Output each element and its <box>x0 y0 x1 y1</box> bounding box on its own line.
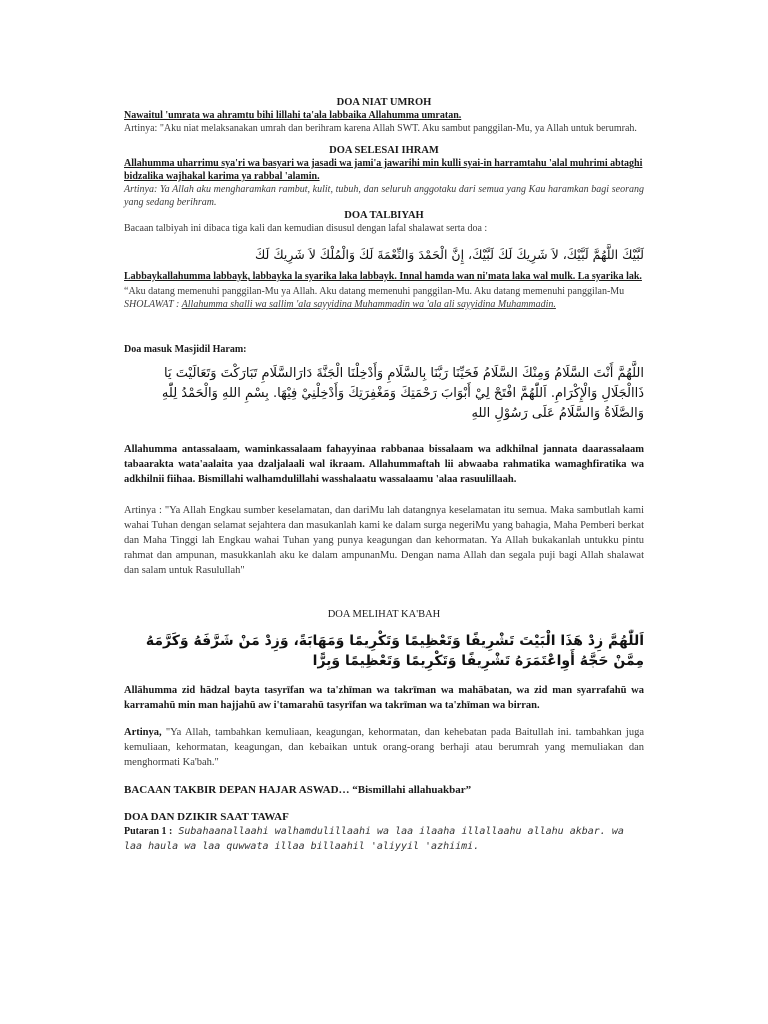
masjid-arabic: اللَّهُمَّ أَنْتَ السَّلَامُ وَمِنْكَ السَّلَامُ فَحَيِّنَا رَبَّنَا بِالسَّلَامِ وَأَدْخِلْنَا الْجَنَّةَ دَارَالسَّلَامِ تَبَارَكْتَ وَتَعَالَيْتَ يَا ذَاالْجَلَالِ وَالْإِكْرَامِ. اَللّٰهُمَّ افْتَحْ لِيْ أَبْوَابَ رَحْمَتِكَ وَمَغْفِرَتِكَ وَأَدْخِلْنِيْ فِيْهَا. بِسْمِ اللهِ وَالْحَمْدُ لِلّٰهِ وَالصَّلَاةُ وَالسَّلَامُ عَلَى رَسُوْلِ اللهِ <box>161 366 644 421</box>
kabah-meaning-label: Artinya, <box>124 727 162 738</box>
niat-latin: Nawaitul 'umrata wa ahramtu bihi lillahi ta'ala labbaika Allahumma umratan. <box>124 110 462 121</box>
sholawat-label: SHOLAWAT : <box>124 299 180 310</box>
tawaf-putaran <box>124 824 644 854</box>
putaran-label: Putaran 1 : <box>124 826 173 837</box>
niat-title: DOA NIAT UMROH <box>336 97 432 108</box>
kabah-title: DOA MELIHAT KA'BAH <box>327 609 441 620</box>
talbiyah-intro: Bacaan talbiyah ini dibaca tiga kali dan kemudian disusul dengan lafal shalawat serta doa : <box>124 223 488 234</box>
kabah-latin: Allāhumma zid hādzal bayta tasyrīfan wa ta'zhīman wa takrīman wa mahābatan, wa zid man syarrafahū wa karramahū min man hajjahū aw i'tamarahū tasyrīfan wa takrīman wa ta'zhīman wa birran. <box>124 685 644 711</box>
masjid-title: Doa masuk Masjidil Haram: <box>124 344 247 355</box>
kabah-meaning-line <box>124 725 644 770</box>
document-page <box>124 96 644 854</box>
putaran-text: Subahaanallaahi walhamdulillaahi wa laa ilaaha illallaahu allahu akbar. wa laa haula wa laa quwwata illaa billaahil 'aliyyil 'azhiimi. <box>124 826 624 852</box>
masjid-latin: Allahumma antassalaam, waminkassalaam fahayyinaa rabbanaa bissalaam wa adkhilnal jannata daarassalaam tabaarakta wata'aalaita yaa dzaljalaali wal ikraam. Allahummaftah lii abwaaba rahmatika wamaghfiratika wa adkhilnii fiihaa. Bismillahi walhamdulillahi wasshalaatu wassalaamu 'alaa rasuulillaah. <box>124 444 644 485</box>
selesai-title: DOA SELESAI IHRAM <box>329 145 439 156</box>
selesai-latin: Allahumma uharrimu sya'ri wa basyari wa jasadi wa jami'a jawarihi min kulli syai-in harramtahu 'alal muhrimi abtaghi bidzalika wajhakal karima ya rabbal 'alamin. <box>124 158 643 182</box>
talbiyah-latin: Labbaykallahumma labbayk, labbayka la syarika laka labbayk. Innal hamda wan ni'mata laka wal mulk. La syarika lak. <box>124 271 642 282</box>
kabah-meaning: "Ya Allah, tambahkan kemuliaan, keagungan, kehormatan, dan kehebatan pada Baitullah ini. tambahkan juga kemuliaan, kehormatan, keagungan, dan kebaikan untuk orang-orang berhaji atau berumrah yang memuliakan dan menghormati Ka'bah." <box>124 727 644 768</box>
talbiyah-title: DOA TALBIYAH <box>344 210 424 221</box>
tawaf-title: DOA DAN DZIKIR SAAT TAWAF <box>124 811 289 823</box>
masjid-meaning: Artinya : "Ya Allah Engkau sumber keselamatan, dan dariMu lah datangnya keselamatan itu semua. Maka sambutlah kami wahai Tuhan dengan selamat sejahtera dan masukanlah kami ke dalam surga negeriMu yang bahagia, Maha Pemberi berkat dan Maha Tinggi lah Engkau wahai Tuhan yang punya keagungan dan kehormatan. Ya Allah bukakanlah untukku pintu rahmat dan ampunan, masukkanlah aku ke dalam ampunanMu. Dengan nama Allah dan segala puji bagi Allah shalawat dan salam untuk Rasulullah" <box>124 505 644 576</box>
kabah-arabic: اَللّٰهُمَّ زِدْ هَذَا الْبَيْتَ تَشْرِيفًا وَتَعْظِيمًا وَتَكْرِيمًا وَمَهَابَةً، وَزِدْ مَنْ شَرَّفَهُ وَكَرَّمَهُ مِمَّنْ حَجَّهُ أَوِاعْتَمَرَهُ تَشْرِيفًا وَتَكْرِيمًا وَتَعْظِيمًا وَبِرًّا <box>145 633 644 669</box>
talbiyah-arabic: لَبَّيْكَ اللَّهُمَّ لَبَّيْكَ، لاَ شَرِيكَ لَكَ لَبَّيْكَ، إِنَّ الْحَمْدَ وَالنِّعْمَةَ لَكَ وَالْمُلْكَ لاَ شَرِيكَ لَكَ <box>255 247 644 262</box>
niat-meaning: Artinya: "Aku niat melaksanakan umrah dan berihram karena Allah SWT. Aku sambut panggilan-Mu, ya Allah untuk berumrah. <box>124 123 637 134</box>
sholawat-text: Allahumma shalli wa sallim 'ala sayyidina Muhammadin wa 'ala ali sayyidina Muhammadin. <box>181 299 556 310</box>
takbir-text: BACAAN TAKBIR DEPAN HAJAR ASWAD… “Bismillahi allahuakbar” <box>124 784 472 796</box>
sholawat-line <box>124 298 644 311</box>
talbiyah-meaning: “Aku datang memenuhi panggilan-Mu ya Allah. Aku datang memenuhi panggilan-Mu. Aku datang memenuhi panggilan-Mu <box>124 286 625 297</box>
selesai-meaning: Artinya: Ya Allah aku mengharamkan rambut, kulit, tubuh, dan seluruh anggotaku dari semua yang Kau haramkan bagi seorang yang sedang berihram. <box>124 184 644 208</box>
